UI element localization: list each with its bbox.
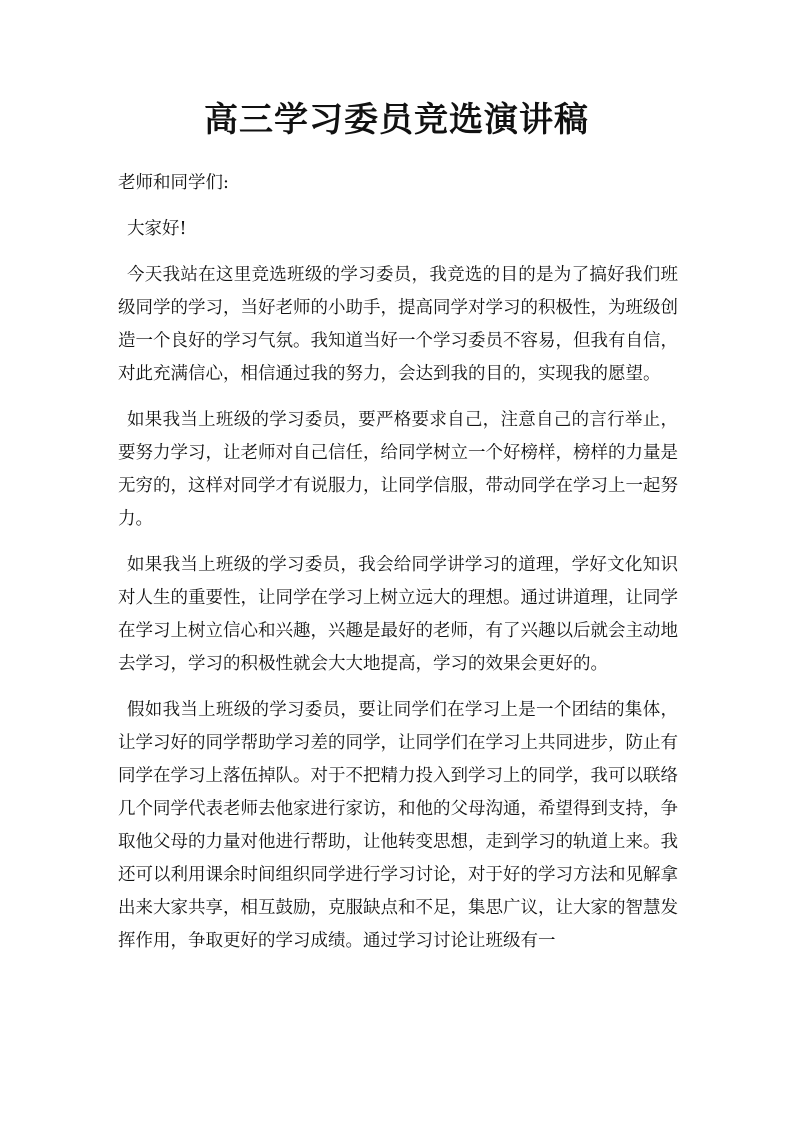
paragraph-intro: 今天我站在这里竞选班级的学习委员，我竞选的目的是为了搞好我们班级同学的学习，当好老师的小助手，提高同学对学习的积极性，为班级创造一个良好的学习气氛。我知道当好一个学习委员不容易，但我有自信，对此充满信心，相信通过我的努力，会达到我的目的，实现我的愿望。 xyxy=(118,265,678,384)
paragraph-self-discipline: 如果我当上班级的学习委员，要严格要求自己，注意自己的言行举止，要努力学习，让老师对自己信任，给同学树立一个好榜样，榜样的力量是无穷的，这样对同学才有说服力，让同学信服，带动同学在学习上一起努力。 xyxy=(118,410,678,529)
paragraph-teaching: 如果我当上班级的学习委员，我会给同学讲学习的道理，学好文化知识对人生的重要性，让同学在学习上树立远大的理想。通过讲道理，让同学在学习上树立信心和兴趣，兴趣是最好的老师，有了兴趣以后就会主动地去学习，学习的积极性就会大大地提高，学习的效果会更好的。 xyxy=(118,555,678,674)
greeting-line: 大家好! xyxy=(127,219,187,239)
document-title: 高三学习委员竞选演讲稿 xyxy=(204,100,589,140)
salutation: 老师和同学们: xyxy=(118,173,229,193)
paragraph-unity: 假如我当上班级的学习委员，要让同学们在学习上是一个团结的集体，让学习好的同学帮助学习差的同学，让同学们在学习上共同进步，防止有同学在学习上落伍掉队。对于不把精力投入到学习上的同学，我可以联络几个同学代表老师去他家进行家访，和他的父母沟通，希望得到支持，争取他父母的力量对他进行帮助，让他转变思想，走到学习的轨道上来。我还可以利用课余时间组织同学进行学习讨论，对于好的学习方法和见解拿出来大家共享，相互鼓励，克服缺点和不足，集思广议，让大家的智慧发挥作用，争取更好的学习成绩。通过学习讨论让班级有一 xyxy=(118,700,678,951)
document-body xyxy=(118,167,678,971)
